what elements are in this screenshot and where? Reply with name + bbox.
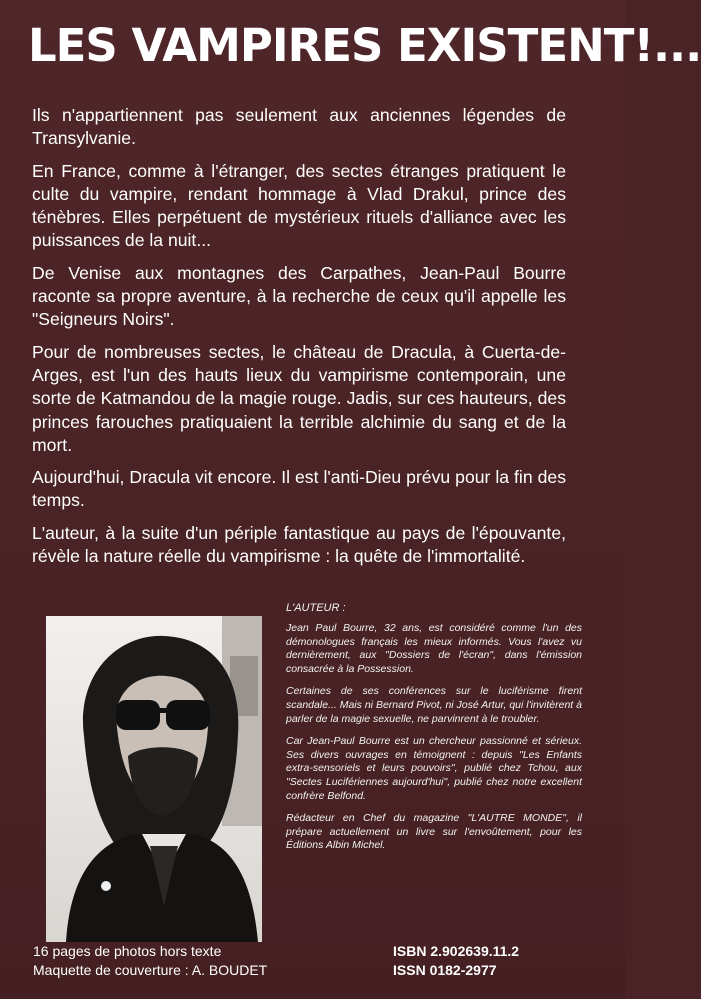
credits	[33, 942, 267, 980]
author-bio-paragraph: Certaines de ses conférences sur le luciférisme firent scandale... Mais ni Bernard Pivot, ni José Artur, qui l'invitèrent à parler de la magie sexuelle, ne parvinrent à le troubler.	[286, 685, 582, 725]
blurb-paragraph: Pour de nombreuses sectes, le château de Dracula, à Cuerta-de-Arges, est l'un des hauts lieux du vampirisme contemporain, une sorte de Katmandou de la magie rouge. Jadis, sur ces hauteurs, des princes farouches pratiquaient la terrible alchimie du sang et de la mort.	[32, 341, 566, 455]
author-bio-paragraph: Car Jean-Paul Bourre est un chercheur passionné et sérieux. Ses divers ouvrages en témoignent : depuis "Les Enfants extra-sensoriels et leurs pouvoirs", publié chez Tchou, aux "Sectes Lucifériennes aujourd'hui", publié chez notre excellent confrère Belfond.	[286, 735, 582, 802]
blurb-paragraph: En France, comme à l'étranger, des sectes étranges pratiquent le culte du vampire, rendant hommage à Vlad Drakul, prince des ténèbres. Elles perpétuent de mystérieux rituels d'alliance avec les puissances de la nuit...	[32, 160, 566, 251]
headline: LES VAMPIRES EXISTENT!...	[28, 19, 701, 72]
blurb-paragraph: L'auteur, à la suite d'un périple fantastique au pays de l'épouvante, révèle la nature réelle du vampirisme : la quête de l'immortalité.	[32, 522, 566, 567]
author-bio	[286, 622, 582, 862]
blurb-paragraph: Aujourd'hui, Dracula vit encore. Il est l'anti-Dieu prévu pour la fin des temps.	[32, 467, 566, 511]
blurb-paragraph: De Venise aux montagnes des Carpathes, Jean-Paul Bourre raconte sa propre aventure, à la recherche de ceux qu'il appelle les "Seigneurs Noirs".	[32, 262, 566, 330]
isbn: ISBN 2.902639.11.2	[393, 943, 520, 959]
identifiers	[393, 942, 519, 980]
blurb-paragraph: Ils n'appartiennent pas seulement aux anciennes légendes de Transylvanie.	[32, 105, 566, 149]
blurb	[32, 104, 566, 577]
author-bio-paragraph: Jean Paul Bourre, 32 ans, est considéré comme l'un des démonologues français les mieux informés. Vous l'avez vu dernièrement, aux "Dossiers de l'écran", dans l'émission consacrée à la Possession.	[286, 622, 582, 675]
author-heading: L'AUTEUR :	[286, 602, 346, 614]
issn: ISSN 0182-2977	[393, 962, 497, 978]
cover-design-credit: Maquette de couverture : A. BOUDET	[33, 962, 268, 978]
photo-pages-note: 16 pages de photos hors texte	[33, 943, 222, 959]
author-bio-paragraph: Rédacteur en Chef du magazine "L'AUTRE MONDE", il prépare actuellement un livre sur l'envoûtement, pour les Éditions Albin Michel.	[286, 812, 582, 852]
author-photo	[46, 616, 262, 942]
